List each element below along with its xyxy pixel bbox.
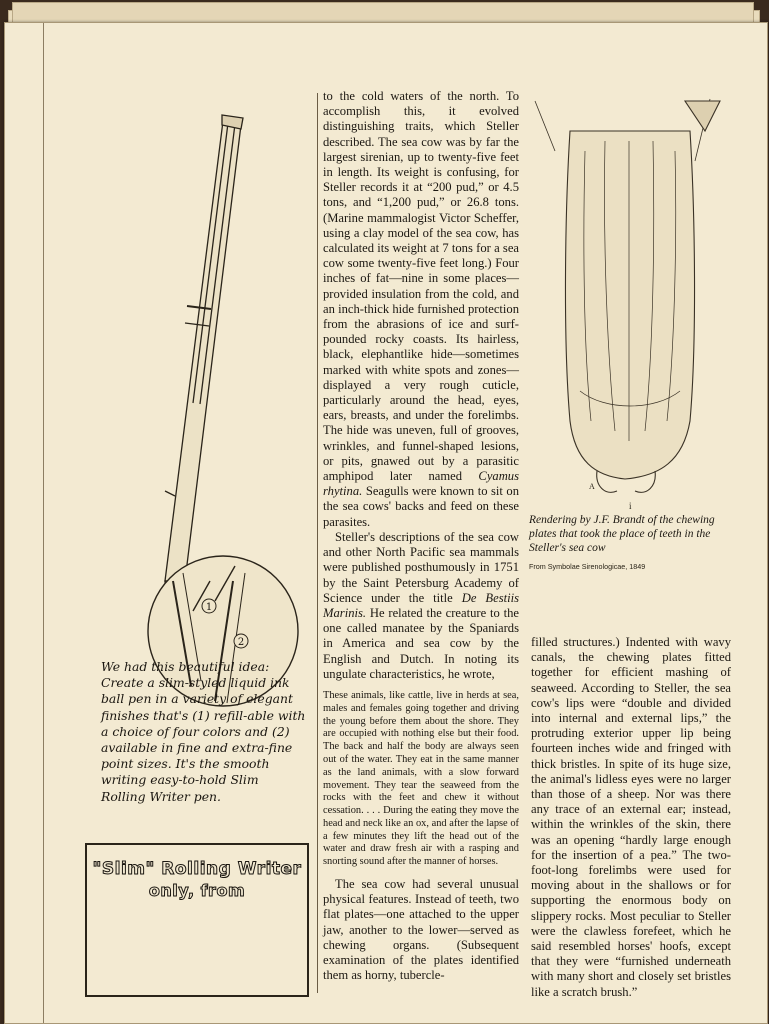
callout-label: 1 [205,602,213,613]
article-column-right [531,635,731,1000]
figure-label: A [589,482,595,491]
ad-coupon-box [85,843,309,997]
figure-credit: From Symbolae Sirenologicae, 1849 [529,562,646,571]
species-name: Cyamus rhytina. [323,469,520,499]
paragraph: to the cold waters of the north. To accomplish this, it evolved distinguishing traits, which Steller described. The sea cow was by far the largest sirenian, up to twenty-five feet in length. Its weight is confusing, for Steller records it at “200 pud,” or 4.5 tons, and “1,200 pud,” or 26.8 tons. (Marine mammalogist Victor Scheffer, using a clay model of the sea cow, has calculated its weight at 7 tons for a sea cow some twenty-five feet long.) Four inches of fat—nine in some places—provided insulation from the cold, and an inch-thick hide furnished protection from the abrasions of ice and surf-pounded rocky coasts. Its hairless, black, elephantlike hide—sometimes marked with white spots and zones—displayed a very rough cuticle, particularly around the head, eyes, ears, breasts, and under the forelimbs. The hide was uneven, full of grooves, wrinkles, and funnel-shaped lesions, or pits, gnawed out by a parasitic amphipod later named Cyamus rhytina. Seagulls were known to sit on the sea cows' backs and feed on these parasites. [323,89,520,529]
ad-box-subtitle: only, from [148,881,246,900]
callout-label: 2 [237,637,245,648]
figure-caption-block [529,513,739,571]
paragraph: filled structures.) Indented with wavy canals, the chewing plates fitted together for efficient mashing of seaweed. According to Steller, the sea cow's lips were “double and divided into internal and external lips,” the protruding exterior upper lip being fourteen inches wide and fringed with thick bristles. In spite of its huge size, the animal's lidless eyes were no larger than those of a sheep. Nor was there any trace of an external ear; instead, within the wrinkles of the skin, there was an opening “hardly large enough for the insertion of a pea.” The two-foot-long forelimbs were used for moving about in the shallows or for supporting the enormous body on slippery rocks. Most peculiar to Steller were the clawless forefeet, which he said resembled horses' hoofs, except that they were “furnished underneath with many short and closely set bristles like a scratch brush.” [531,635,731,999]
book-title: De Bestiis Marinis. [323,590,519,620]
paragraph: The sea cow had several unusual physical features. Instead of teeth, two flat plates—one attached to the upper jaw, another to the lower—served as chewing organs. (Subsequent examination of the plates identified them as horny, tubercle- [323,877,519,983]
ad-box-title: "Slim" Rolling Writer [92,859,302,879]
figure-label: i [629,501,632,511]
ad-headline-text: We had this beautiful idea: Create a slim-styled liquid ink ball pen in a variety of elegant finishes that's (1) refill-able with a choice of four colors and (2) available in fine and extra-fine point sizes. It's the smooth writing easy-to-hold Slim Rolling Writer pen. [101,659,306,804]
figure-caption: Rendering by J.F. Brandt of the chewing plates that took the place of teeth in the Steller's sea cow [529,514,715,554]
paragraph: Steller's descriptions of the sea cow and other North Pacific sea mammals were published posthumously in 1751 by the Saint Petersburg Academy of Science under the title De Bestiis Marinis. He related the creature to the one called manatee by the Spaniards in America and sea cow by the English and Dutch. In noting its ungulate characteristics, he wrote, [323,529,520,681]
pen-illustration [65,111,315,711]
column-rule [317,93,318,993]
magazine-page [4,22,768,1024]
chewing-plate-drawing [525,91,735,511]
article-column-middle [323,89,519,984]
ad-headline [101,659,307,805]
margin-rule [43,23,44,1023]
block-quote: These animals, like cattle, live in herds at sea, males and females going together and driving the young before them about the shore. They are occupied with nothing else but their food. The back and half the body are always seen out of the water. They eat in the same manner as the land animals, with a slow forward movement. They tear the seaweed from the rocks with the feet and chew it without cessation. . . . During the eating they move the head and neck like an ox, and after the lapse of a few minutes they lift the head out of the water and draw fresh air with a rasping and snorting sound after the manner of horses. [323,689,519,868]
